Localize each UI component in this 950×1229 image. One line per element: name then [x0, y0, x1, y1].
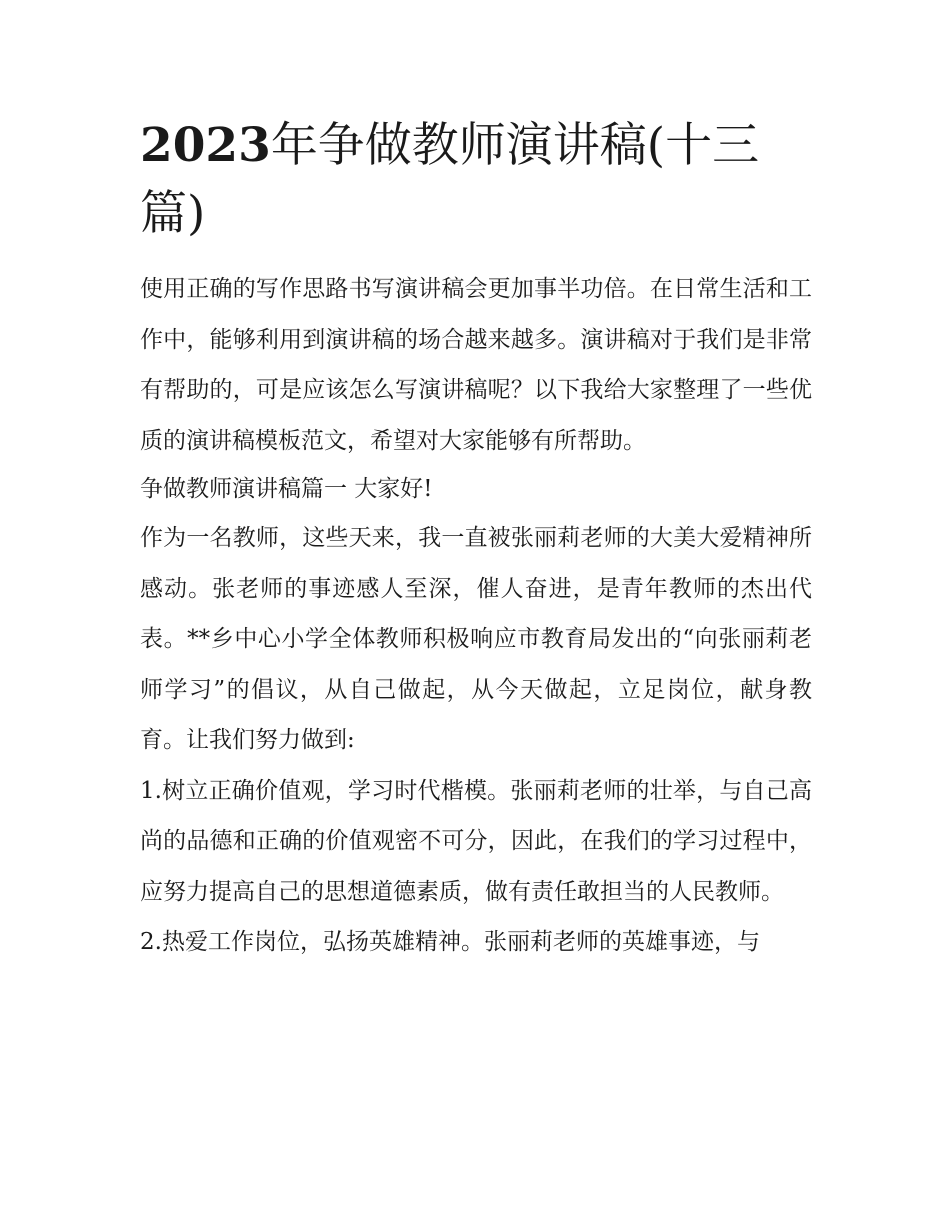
- list-item-1: 1.树立正确价值观，学习时代楷模。张丽莉老师的壮举，与自己高尚的品德和正确的价值观密不可分，因此，在我们的学习过程中，应努力提高自己的思想道德素质，做有责任敢担当的人民教师。: [140, 777, 812, 905]
- list-item-2: 2.热爱工作岗位，弘扬英雄精神。张丽莉老师的英雄事迹，与: [140, 929, 760, 955]
- document-title: [140, 112, 812, 248]
- title-year: 2023: [140, 118, 271, 173]
- section-heading: 争做教师演讲稿篇一 大家好!: [140, 476, 433, 502]
- body-paragraph: 作为一名教师，这些天来，我一直被张丽莉老师的大美大爱精神所感动。张老师的事迹感人至深，催人奋进，是青年教师的杰出代表。**乡中心小学全体教师积极响应市教育局发出的“向张丽莉老师学习”的倡议，从自己做起，从今天做起，立足岗位，献身教育。让我们努力做到:: [140, 525, 812, 753]
- document-body: [140, 264, 812, 968]
- document-page: [140, 112, 812, 968]
- title-text: 年争做教师演讲稿(十三篇): [140, 118, 760, 241]
- intro-paragraph: 使用正确的写作思路书写演讲稿会更加事半功倍。在日常生活和工作中，能够利用到演讲稿的场合越来越多。演讲稿对于我们是非常有帮助的，可是应该怎么写演讲稿呢？以下我给大家整理了一些优质的演讲稿模板范文，希望对大家能够有所帮助。: [140, 276, 812, 454]
